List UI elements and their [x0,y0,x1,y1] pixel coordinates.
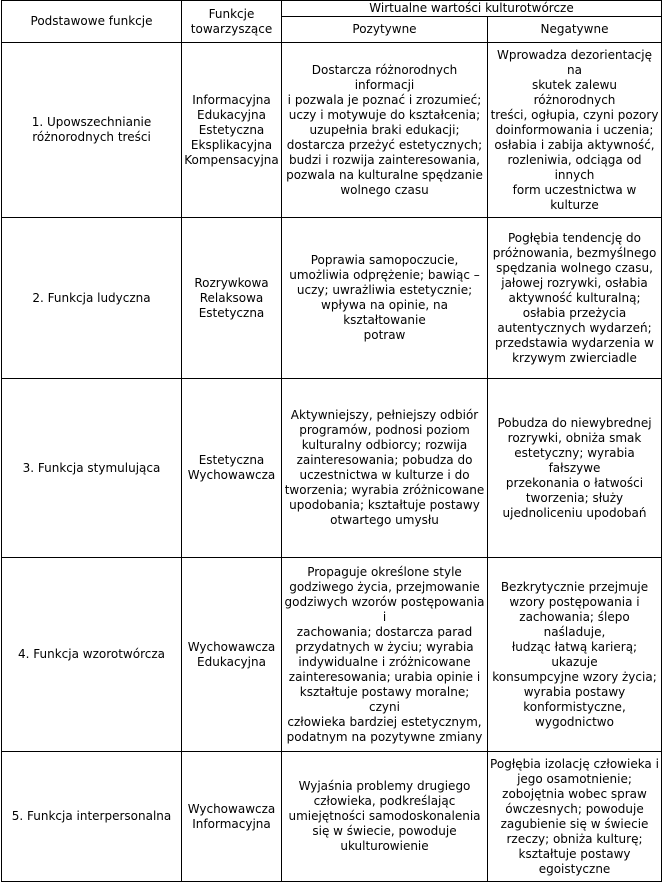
header-basic-functions: Podstawowe funkcje [2,1,182,43]
cell-accompanying-functions: Wychowawcza Informacyjna [182,752,282,882]
header-accompanying-functions: Funkcje towarzyszące [182,1,282,43]
cell-basic-function: 3. Funkcja stymulująca [2,379,182,558]
table-row [2,752,662,882]
header-positive: Pozytywne [282,17,488,43]
table-row [2,558,662,752]
table-row [2,43,662,218]
cell-negative-values: Pogłębia izolację człowieka i jego osamotnienie; zobojętnia wobec spraw ówczesnych; powoduje zagubienie się w świecie rzeczy; obniża kulturę; kształtuje postawy egoistyczne [488,752,662,882]
cell-positive-values: Propaguje określone style godziwego życia, przejmowanie godziwych wzorów postępowania i zachowania; dostarcza parad przydatnych w życiu; wyrabia indywidualne i zróżnicowane zainteresowania; urabia opinie i kształtuje postawy moralne; czyni człowieka bardziej estetycznym, podatnym na pozytywne zmiany [282,558,488,752]
header-virtual-values: Wirtualne wartości kulturotwórcze [282,1,662,17]
cell-positive-values: Wyjaśnia problemy drugiego człowieka, podkreślając umiejętności samodoskonalenia się w świecie, powoduje ukulturowienie [282,752,488,882]
cell-positive-values: Dostarcza różnorodnych informacji i pozwala je poznać i zrozumieć; uczy i motywuje do kształcenia; uzupełnia braki edukacji; dostarcza przeżyć estetycznych; budzi i rozwija zainteresowania, pozwala na kulturalne spędzanie wolnego czasu [282,43,488,218]
cell-accompanying-functions: Informacyjna Edukacyjna Estetyczna Eksplikacyjna Kompensacyjna [182,43,282,218]
cell-negative-values: Wprowadza dezorientację na skutek zalewu różnorodnych treści, ogłupia, czyni pozory doinformowania i uczenia; osłabia i zabija aktywność, rozleniwia, odciąga od innych form uczestnictwa w kulturze [488,43,662,218]
cell-accompanying-functions: Rozrywkowa Relaksowa Estetyczna [182,218,282,379]
header-negative: Negatywne [488,17,662,43]
cell-basic-function: 1. Upowszechnianie różnorodnych treści [2,43,182,218]
cell-negative-values: Pobudza do niewybrednej rozrywki, obniża smak estetyczny; wyrabia fałszywe przekonania o łatwości tworzenia; służy ujednoliceniu upodobań [488,379,662,558]
table-row [2,379,662,558]
cell-positive-values: Aktywniejszy, pełniejszy odbiór programów, podnosi poziom kulturalny odbiorcy; rozwija zainteresowania; pobudza do uczestnictwa w kulturze i do tworzenia; wyrabia zróżnicowane upodobania; kształtuje postawy otwartego umysłu [282,379,488,558]
cell-accompanying-functions: Wychowawcza Edukacyjna [182,558,282,752]
cell-accompanying-functions: Estetyczna Wychowawcza [182,379,282,558]
cell-negative-values: Pogłębia tendencję do próżnowania, bezmyślnego spędzania wolnego czasu, jałowej rozrywki, osłabia aktywność kulturalną; osłabia przeżycia autentycznych wydarzeń; przedstawia wydarzenia w krzywym zwierciadle [488,218,662,379]
cell-basic-function: 4. Funkcja wzorotwórcza [2,558,182,752]
cell-positive-values: Poprawia samopoczucie, umożliwia odprężenie; bawiąc – uczy; uwrażliwia estetycznie; wpływa na opinie, na kształtowanie potraw [282,218,488,379]
cell-basic-function: 2. Funkcja ludyczna [2,218,182,379]
table-row [2,218,662,379]
header-row-1 [2,1,662,17]
cell-basic-function: 5. Funkcja interpersonalna [2,752,182,882]
cell-negative-values: Bezkrytycznie przejmuje wzory postępowania i zachowania; ślepo naśladuje, łudząc łatwą karierą; ukazuje konsumpcyjne wzory życia; wyrabia postawy konformistyczne, wygodnictwo [488,558,662,752]
functions-table [1,0,662,882]
